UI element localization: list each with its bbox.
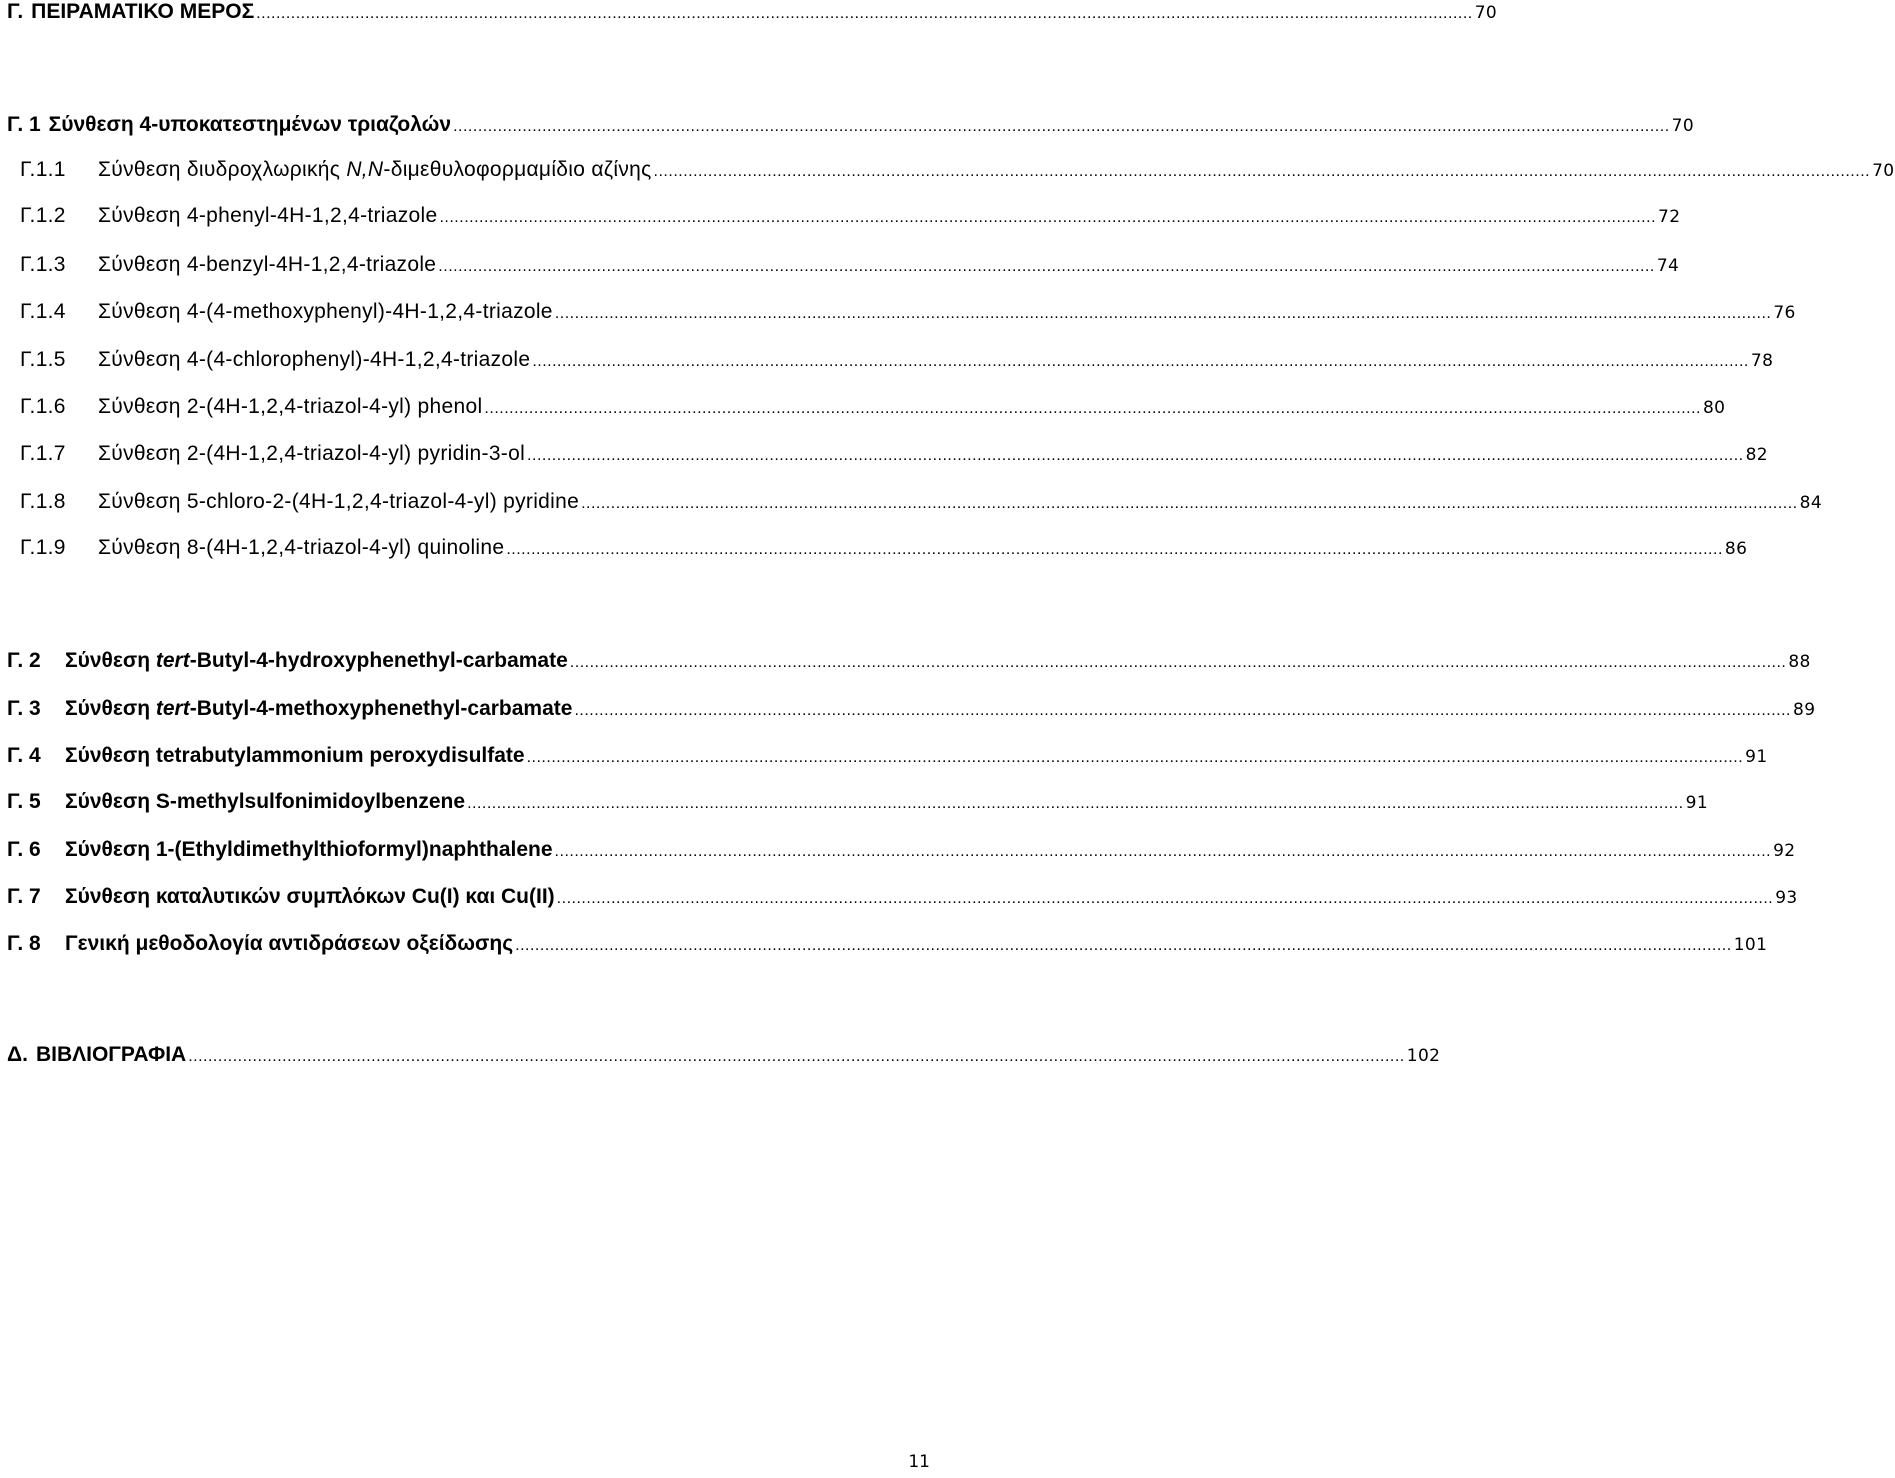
toc-page-number: 91 bbox=[1685, 793, 1709, 813]
toc-title: Σύνθεση 4-benzyl-4H-1,2,4-triazole bbox=[98, 253, 437, 276]
toc-page-number: 78 bbox=[1750, 351, 1774, 371]
toc-number: Γ. 4 bbox=[7, 744, 41, 767]
italic-text: N,N bbox=[346, 158, 384, 181]
toc-entry-g1-3[interactable] bbox=[20, 253, 1680, 285]
dot-leader bbox=[555, 305, 1772, 323]
toc-entry-section-d[interactable] bbox=[7, 1043, 1441, 1075]
italic-text: tert bbox=[155, 697, 190, 720]
toc-entry-g1[interactable] bbox=[7, 113, 1695, 145]
toc-title: Σύνθεση 8-(4H-1,2,4-triazol-4-yl) quinoline bbox=[98, 536, 505, 559]
dot-leader bbox=[555, 843, 1772, 861]
dot-leader bbox=[467, 795, 1684, 813]
toc-number: Γ. 6 bbox=[7, 838, 41, 861]
dot-leader bbox=[557, 890, 1774, 908]
toc-entry-g1-7[interactable] bbox=[20, 442, 1769, 474]
toc-page-number: 82 bbox=[1745, 445, 1769, 465]
dot-leader bbox=[256, 5, 1473, 23]
dot-leader bbox=[527, 447, 1744, 465]
toc-number: Γ.1.8 bbox=[20, 490, 66, 513]
toc-page-number: 89 bbox=[1793, 700, 1816, 720]
toc-number: Γ. 3 bbox=[7, 697, 41, 720]
dot-leader bbox=[484, 400, 1701, 418]
toc-entry-g3[interactable] bbox=[7, 697, 1816, 729]
toc-title: Σύνθεση 4-υποκατεστημένων τριαζολών bbox=[48, 113, 452, 136]
toc-number: Γ. 7 bbox=[7, 885, 41, 908]
toc-page-number: 76 bbox=[1773, 303, 1796, 323]
toc-title: Σύνθεση 1-(Ethyldimethylthioformyl)naphthalene bbox=[65, 838, 553, 861]
toc-title: Σύνθεση διυδροχλωρικής N,N-διμεθυλοφορμαμίδιο αζίνης bbox=[98, 158, 652, 181]
toc-page-number: 102 bbox=[1406, 1046, 1441, 1066]
toc-number: Γ.1.1 bbox=[20, 158, 66, 181]
dot-leader bbox=[574, 702, 1791, 720]
toc-entry-g6[interactable] bbox=[7, 838, 1796, 870]
toc-page-number: 86 bbox=[1724, 539, 1748, 559]
toc-page-number: 93 bbox=[1775, 888, 1798, 908]
toc-number: Γ.1.2 bbox=[20, 204, 66, 227]
toc-entry-g1-6[interactable] bbox=[20, 395, 1726, 427]
dot-leader bbox=[506, 541, 1723, 559]
toc-title: Σύνθεση 5-chloro-2-(4H-1,2,4-triazol-4-yl) pyridine bbox=[98, 490, 580, 513]
dot-leader bbox=[532, 353, 1749, 371]
dot-leader bbox=[438, 258, 1655, 276]
toc-number: Δ. bbox=[7, 1043, 28, 1066]
italic-text: tert bbox=[155, 649, 190, 672]
toc-page-number: 80 bbox=[1702, 398, 1726, 418]
toc-page-number: 88 bbox=[1788, 652, 1811, 672]
dot-leader bbox=[581, 495, 1798, 513]
toc-entry-g1-2[interactable] bbox=[20, 204, 1681, 236]
toc-title: Σύνθεση 4-phenyl-4H-1,2,4-triazole bbox=[98, 204, 438, 227]
toc-entry-g1-8[interactable] bbox=[20, 490, 1823, 522]
toc-title: Σύνθεση tetrabutylammonium peroxydisulfate bbox=[65, 744, 525, 767]
toc-number: Γ. bbox=[7, 0, 24, 23]
toc-title: ΠΕΙΡΑΜΑΤΙΚΟ ΜΕΡΟΣ bbox=[31, 0, 255, 23]
toc-title: Σύνθεση 4-(4-methoxyphenyl)-4H-1,2,4-triazole bbox=[98, 300, 553, 323]
toc-page-number: 70 bbox=[1671, 116, 1695, 136]
toc-number: Γ.1.7 bbox=[20, 442, 66, 465]
toc-title: Σύνθεση 2-(4H-1,2,4-triazol-4-yl) phenol bbox=[98, 395, 483, 418]
toc-number: Γ.1.9 bbox=[20, 536, 66, 559]
toc-title: ΒΙΒΛΙΟΓΡΑΦΙΑ bbox=[35, 1043, 187, 1066]
toc-entry-g2[interactable] bbox=[7, 649, 1811, 681]
toc-entry-g4[interactable] bbox=[7, 744, 1768, 776]
toc-title: Σύνθεση καταλυτικών συμπλόκων Cu(I) και Cu(II) bbox=[65, 885, 555, 908]
toc-entry-g1-9[interactable] bbox=[20, 536, 1748, 568]
toc-number: Γ. 5 bbox=[7, 790, 41, 813]
toc-page-number: 92 bbox=[1773, 841, 1796, 861]
toc-page-number: 101 bbox=[1733, 935, 1768, 955]
toc-title: Σύνθεση 4-(4-chlorophenyl)-4H-1,2,4-triazole bbox=[98, 348, 531, 371]
toc-page-number: 91 bbox=[1745, 747, 1768, 767]
toc-number: Γ. 8 bbox=[7, 932, 41, 955]
toc-entry-section-g[interactable] bbox=[7, 0, 1498, 32]
toc-title: Γενική μεθοδολογία αντιδράσεων οξείδωσης bbox=[65, 932, 514, 955]
toc-page-number: 70 bbox=[1474, 3, 1498, 23]
toc-number: Γ.1.3 bbox=[20, 253, 66, 276]
toc-title: Σύνθεση 2-(4H-1,2,4-triazol-4-yl) pyridin-3-ol bbox=[98, 442, 526, 465]
toc-page-number: 72 bbox=[1658, 207, 1681, 227]
toc-page-number: 74 bbox=[1656, 256, 1680, 276]
toc-title: Σύνθεση S-methylsulfonimidoylbenzene bbox=[65, 790, 466, 813]
toc-entry-g5[interactable] bbox=[7, 790, 1709, 822]
toc-entry-g7[interactable] bbox=[7, 885, 1798, 917]
toc-number: Γ. 2 bbox=[7, 649, 41, 672]
toc-entry-g1-1[interactable] bbox=[20, 158, 1895, 190]
toc-title: Σύνθεση tert-Butyl-4-hydroxyphenethyl-carbamate bbox=[65, 649, 568, 672]
toc-number: Γ.1.6 bbox=[20, 395, 66, 418]
toc-number: Γ.1.5 bbox=[20, 348, 66, 371]
toc-title: Σύνθεση tert-Butyl-4-methoxyphenethyl-carbamate bbox=[65, 697, 573, 720]
dot-leader bbox=[570, 654, 1787, 672]
toc-number: Γ. 1 bbox=[7, 113, 41, 136]
dot-leader bbox=[188, 1048, 1405, 1066]
dot-leader bbox=[654, 163, 1871, 181]
dot-leader bbox=[439, 209, 1656, 227]
dot-leader bbox=[527, 749, 1744, 767]
toc-page-number: 70 bbox=[1872, 161, 1895, 181]
dot-leader bbox=[515, 937, 1732, 955]
toc-entry-g8[interactable] bbox=[7, 932, 1768, 964]
toc-entry-g1-4[interactable] bbox=[20, 300, 1796, 332]
dot-leader bbox=[453, 118, 1670, 136]
footer-page-number: 11 bbox=[908, 1452, 930, 1472]
toc-entry-g1-5[interactable] bbox=[20, 348, 1774, 380]
toc-number: Γ.1.4 bbox=[20, 300, 66, 323]
toc-page-number: 84 bbox=[1799, 493, 1823, 513]
